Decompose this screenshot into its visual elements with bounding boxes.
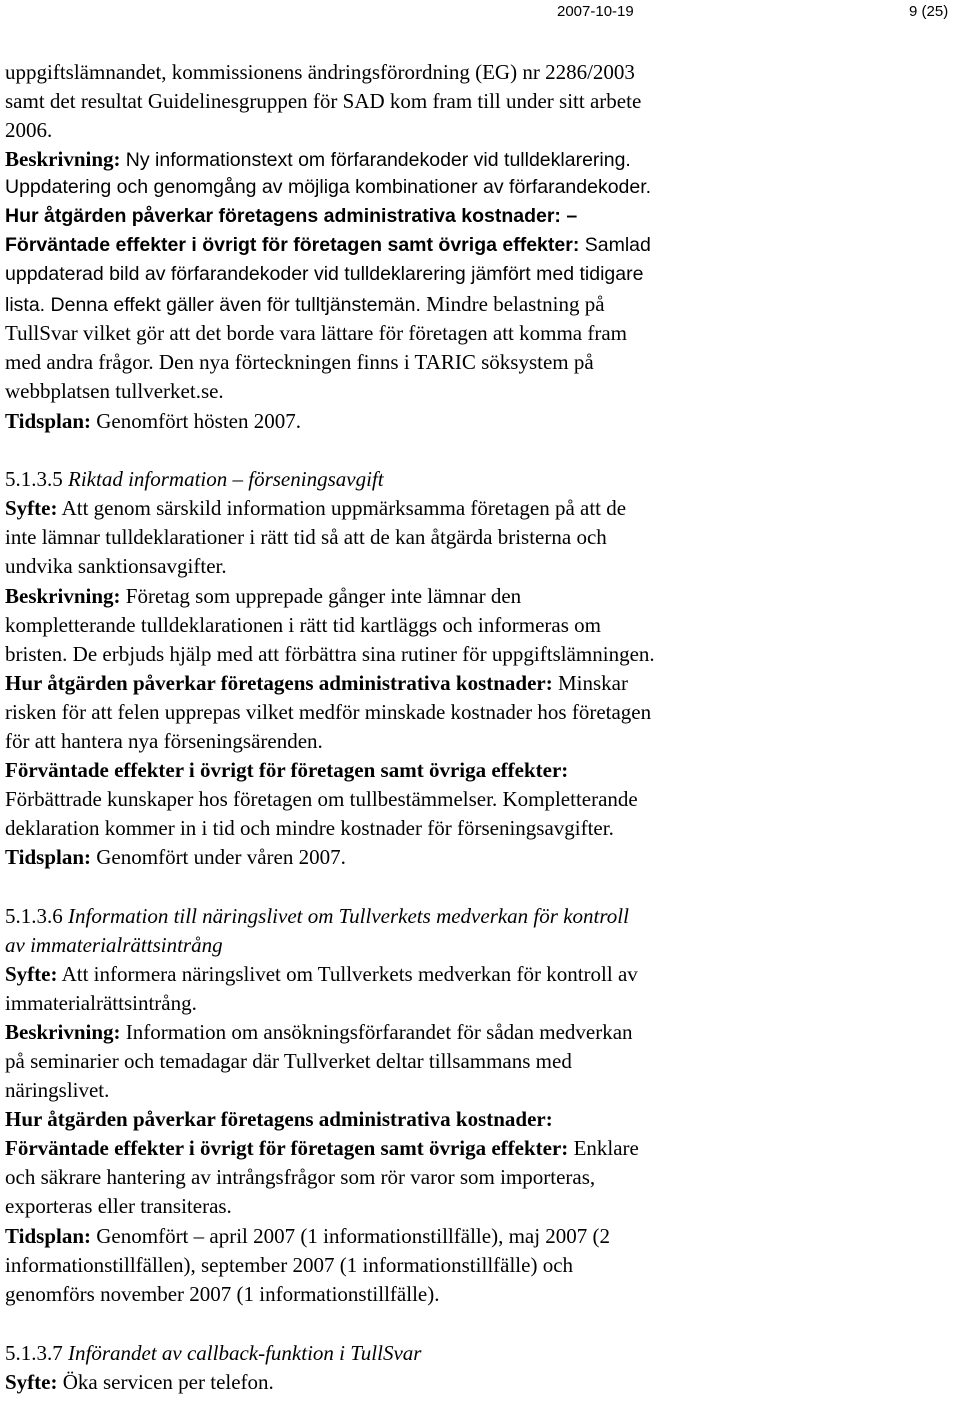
- header-date: 2007-10-19: [557, 3, 634, 20]
- text-line: [5, 207, 577, 227]
- text-line: [5, 1343, 421, 1364]
- text-line: [5, 149, 631, 171]
- text-segment: för att hantera nya förseningsärenden.: [5, 729, 323, 753]
- text-line: [5, 498, 626, 519]
- text-segment: uppgiftslämnandet, kommissionens ändringsförordning (EG) nr 2286/2003: [5, 60, 635, 84]
- bold-label: Förväntade effekter i övrigt för företagen samt övriga effekter:: [5, 758, 569, 782]
- text-segment: 5.1.3.5: [5, 467, 68, 491]
- header-page-number: 9 (25): [909, 3, 949, 20]
- text-segment: Ny informationstext om förfarandekoder vid tulldeklarering.: [125, 149, 631, 171]
- bold-label: Beskrivning:: [5, 1020, 121, 1044]
- text-line: [5, 381, 224, 402]
- text-segment: Förbättrade kunskaper hos företagen om tullbestämmelser. Kompletterande: [5, 787, 638, 811]
- text-segment: webbplatsen tullverket.se.: [5, 379, 224, 403]
- text-line: [5, 236, 651, 256]
- text-segment: informationstillfällen), september 2007 (1 informationstillfälle) och: [5, 1253, 574, 1277]
- text-line: [5, 906, 629, 927]
- bold-label: Tidsplan:: [5, 1224, 91, 1248]
- text-line: [5, 1080, 109, 1101]
- bold-label: Förväntade effekter i övrigt för företagen samt övriga effekter:: [5, 234, 580, 256]
- text-segment: med andra frågor. Den nya förteckningen finns i TARIC söksystem på: [5, 350, 594, 374]
- text-segment: inte lämnar tulldeklarationer i rätt tid så att de kan åtgärda bristerna och: [5, 525, 607, 549]
- text-line: [5, 1022, 633, 1043]
- text-segment: deklaration kommer in i tid och mindre kostnader för förseningsavgifter.: [5, 816, 614, 840]
- text-line: [5, 760, 568, 781]
- bold-label: Förväntade effekter i övrigt för företagen samt övriga effekter:: [5, 1136, 569, 1160]
- text-line: [5, 265, 643, 285]
- bold-label: Syfte:: [5, 962, 58, 986]
- text-line: [5, 352, 594, 373]
- text-segment: 5.1.3.6: [5, 904, 68, 928]
- text-line: [5, 1109, 553, 1130]
- text-segment: undvika sanktionsavgifter.: [5, 554, 227, 578]
- bold-label: Hur åtgärden påverkar företagens administrativa kostnader:: [5, 1107, 553, 1131]
- text-segment: TullSvar vilket gör att det borde vara lättare för företagen att komma fram: [5, 321, 628, 345]
- bold-label: Tidsplan:: [5, 845, 91, 869]
- text-segment: på seminarier och temadagar där Tullverket deltar tillsammans med: [5, 1049, 572, 1073]
- text-line: [5, 62, 635, 83]
- text-line: [5, 294, 605, 316]
- text-segment: Uppdatering och genomgång av möjliga kombinationer av förfarandekoder.: [5, 176, 652, 198]
- text-line: [5, 993, 197, 1014]
- text-segment: kompletterande tulldeklarationen i rätt tid kartläggs och informeras om: [5, 613, 601, 637]
- text-segment: Mindre belastning på: [420, 292, 605, 316]
- bold-label: Hur åtgärden påverkar företagens administrativa kostnader:: [5, 671, 553, 695]
- text-segment: näringslivet.: [5, 1078, 110, 1102]
- text-line: [5, 1226, 610, 1247]
- text-line: [5, 323, 627, 344]
- text-line: [5, 91, 641, 112]
- text-line: [5, 556, 227, 577]
- text-segment: exporteras eller transiteras.: [5, 1194, 232, 1218]
- text-segment: Företag som upprepade gånger inte lämnar den: [120, 584, 522, 608]
- section-title: av immaterialrättsintrång: [5, 933, 223, 957]
- text-line: [5, 818, 614, 839]
- bold-label: Syfte:: [5, 496, 58, 520]
- text-line: [5, 1284, 439, 1305]
- text-segment: bristen. De erbjuds hjälp med att förbättra sina rutiner för uppgiftslämningen.: [5, 642, 655, 666]
- bold-label: Hur åtgärden påverkar företagens administrativa kostnader: –: [5, 205, 578, 227]
- text-segment: uppdaterad bild av förfarandekoder vid tulldeklarering jämfört med tidigare: [5, 263, 644, 285]
- text-segment: immaterialrättsintrång.: [5, 991, 197, 1015]
- text-segment: samt det resultat Guidelinesgruppen för SAD kom fram till under sitt arbete: [5, 89, 642, 113]
- text-line: [5, 964, 638, 985]
- text-line: [5, 120, 52, 141]
- text-line: [5, 469, 384, 490]
- section-title: Information till näringslivet om Tullverkets medverkan för kontroll: [68, 904, 629, 928]
- bold-label: Beskrivning:: [5, 584, 121, 608]
- text-segment: Öka servicen per telefon.: [57, 1370, 274, 1394]
- text-line: [5, 731, 323, 752]
- text-line: [5, 178, 651, 198]
- text-segment: risken för att felen upprepas vilket medför minskade kostnader hos företagen: [5, 700, 652, 724]
- text-segment: Att informera näringslivet om Tullverkets medverkan för kontroll av: [57, 962, 638, 986]
- text-segment: Genomfört – april 2007 (1 informationstillfälle), maj 2007 (2: [91, 1224, 611, 1248]
- text-line: [5, 527, 607, 548]
- text-line: [5, 1167, 595, 1188]
- text-line: [5, 1255, 573, 1276]
- text-segment: genomförs november 2007 (1 informationstillfälle).: [5, 1282, 440, 1306]
- text-segment: Samlad: [579, 234, 651, 256]
- text-segment: Information om ansökningsförfarandet för sådan medverkan: [120, 1020, 633, 1044]
- text-segment: Enklare: [568, 1136, 639, 1160]
- text-segment: och säkrare hantering av intrångsfrågor som rör varor som importeras,: [5, 1165, 596, 1189]
- text-segment: Att genom särskild information uppmärksamma företagen på att de: [57, 496, 627, 520]
- text-line: [5, 615, 601, 636]
- text-line: [5, 644, 655, 665]
- text-line: [5, 673, 628, 694]
- text-line: [5, 1138, 639, 1159]
- text-segment: Genomfört hösten 2007.: [91, 409, 301, 433]
- bold-label: Syfte:: [5, 1370, 58, 1394]
- text-line: [5, 1051, 572, 1072]
- text-segment: Genomfört under våren 2007.: [91, 845, 346, 869]
- text-segment: lista. Denna effekt gäller även för tulltjänstemän.: [5, 294, 421, 316]
- bold-label: Beskrivning:: [5, 147, 121, 171]
- text-line: [5, 586, 521, 607]
- text-line: [5, 1372, 274, 1393]
- text-segment: 2006.: [5, 118, 53, 142]
- text-line: [5, 935, 223, 956]
- bold-label: Tidsplan:: [5, 409, 91, 433]
- page-header: [0, 0, 960, 26]
- text-line: [5, 411, 301, 432]
- text-line: [5, 1196, 232, 1217]
- section-title: Riktad information – förseningsavgift: [68, 467, 384, 491]
- section-title: Införandet av callback-funktion i TullSvar: [68, 1341, 422, 1365]
- text-line: [5, 789, 638, 810]
- text-segment: Minskar: [552, 671, 628, 695]
- text-line: [5, 847, 346, 868]
- text-line: [5, 702, 651, 723]
- text-segment: 5.1.3.7: [5, 1341, 68, 1365]
